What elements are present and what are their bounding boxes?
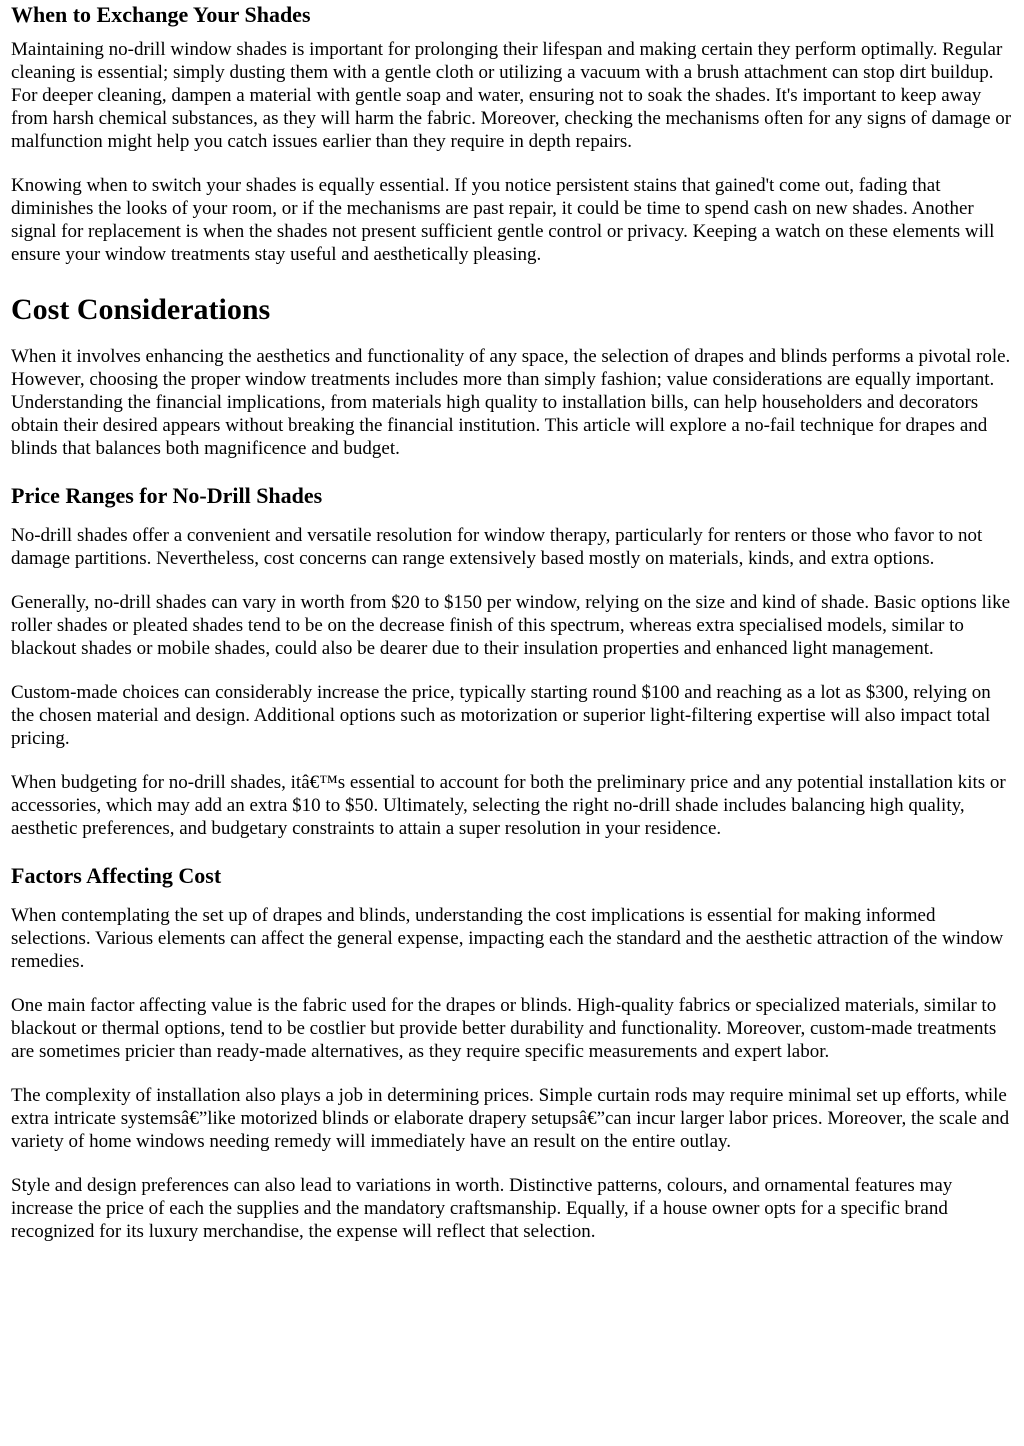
heading-when-to-exchange: When to Exchange Your Shades: [11, 2, 311, 27]
heading-cost-considerations: Cost Considerations: [11, 293, 271, 326]
paragraph: Knowing when to switch your shades is equally essential. If you notice persistent stains that gained't come out, fading that diminishes the looks of your room, or if the mechanisms are past repair, it could be time to spend cash on new shades. Another signal for replacement is when the shades not present sufficient gentle control or privacy. Keeping a watch on these elements will ensure your window treatments stay useful and aesthetically pleasing.: [11, 175, 995, 265]
paragraph: Maintaining no-drill window shades is important for prolonging their lifespan and making certain they perform optimally. Regular cleaning is essential; simply dusting them with a gentle cloth or utilizing a vacuum with a brush attachment can stop dirt buildup. For deeper cleaning, dampen a material with gentle soap and water, ensuring not to soak the shades. It's important to keep away from harsh chemical substances, as they will harm the fabric. Moreover, checking the mechanisms often for any signs of damage or malfunction might help you catch issues earlier than they require in depth repairs.: [11, 39, 1012, 152]
paragraph: The complexity of installation also plays a job in determining prices. Simple curtain rods may require minimal set up efforts, while extra intricate systemsâ€”like motorized blinds or elaborate drapery setupsâ€”can incur larger labor prices. Moreover, the scale and variety of home windows needing remedy will immediately have an result on the entire outlay.: [11, 1085, 1010, 1152]
paragraph: Style and design preferences can also lead to variations in worth. Distinctive patterns, colours, and ornamental features may increase the price of each the supplies and the mandatory craftsmanship. Equally, if a house owner opts for a specific brand recognized for its luxury merchandise, the expense will reflect that selection.: [11, 1175, 953, 1242]
paragraph: When it involves enhancing the aesthetics and functionality of any space, the selection of drapes and blinds performs a pivotal role. However, choosing the proper window treatments includes more than simply fashion; value considerations are equally important. Understanding the financial implications, from materials high quality to installation bills, can help householders and decorators obtain their desired appears without breaking the financial institution. This article will explore a no-fail technique for drapes and blinds that balances both magnificence and budget.: [11, 346, 1011, 459]
paragraph: When budgeting for no-drill shades, itâ€™s essential to account for both the preliminary price and any potential installation kits or accessories, which may add an extra $10 to $50. Ultimately, selecting the right no-drill shade includes balancing high quality, aesthetic preferences, and budgetary constraints to attain a super resolution in your residence.: [11, 772, 1006, 839]
paragraph: One main factor affecting value is the fabric used for the drapes or blinds. High-quality fabrics or specialized materials, similar to blackout or thermal options, tend to be costlier but provide better durability and functionality. Moreover, custom-made treatments are sometimes pricier than ready-made alternatives, as they require specific measurements and expert labor.: [11, 995, 997, 1062]
paragraph: Custom-made choices can considerably increase the price, typically starting round $100 and reaching as a lot as $300, relying on the chosen material and design. Additional options such as motorization or superior light-filtering expertise will also impact total pricing.: [11, 682, 991, 749]
heading-factors-affecting-cost: Factors Affecting Cost: [11, 863, 222, 888]
paragraph: When contemplating the set up of drapes and blinds, understanding the cost implications is essential for making informed selections. Various elements can affect the general expense, impacting each the standard and the aesthetic attraction of the window remedies.: [11, 905, 1004, 972]
heading-price-ranges: Price Ranges for No-Drill Shades: [11, 483, 323, 508]
paragraph: No-drill shades offer a convenient and versatile resolution for window therapy, particularly for renters or those who favor to not damage partitions. Nevertheless, cost concerns can range extensively based mostly on materials, kinds, and extra options.: [11, 525, 983, 569]
paragraph: Generally, no-drill shades can vary in worth from $20 to $150 per window, relying on the size and kind of shade. Basic options like roller shades or pleated shades tend to be on the decrease finish of this spectrum, whereas extra specialised models, similar to blackout shades or mobile shades, could also be dearer due to their insulation properties and enhanced light management.: [11, 592, 1011, 659]
